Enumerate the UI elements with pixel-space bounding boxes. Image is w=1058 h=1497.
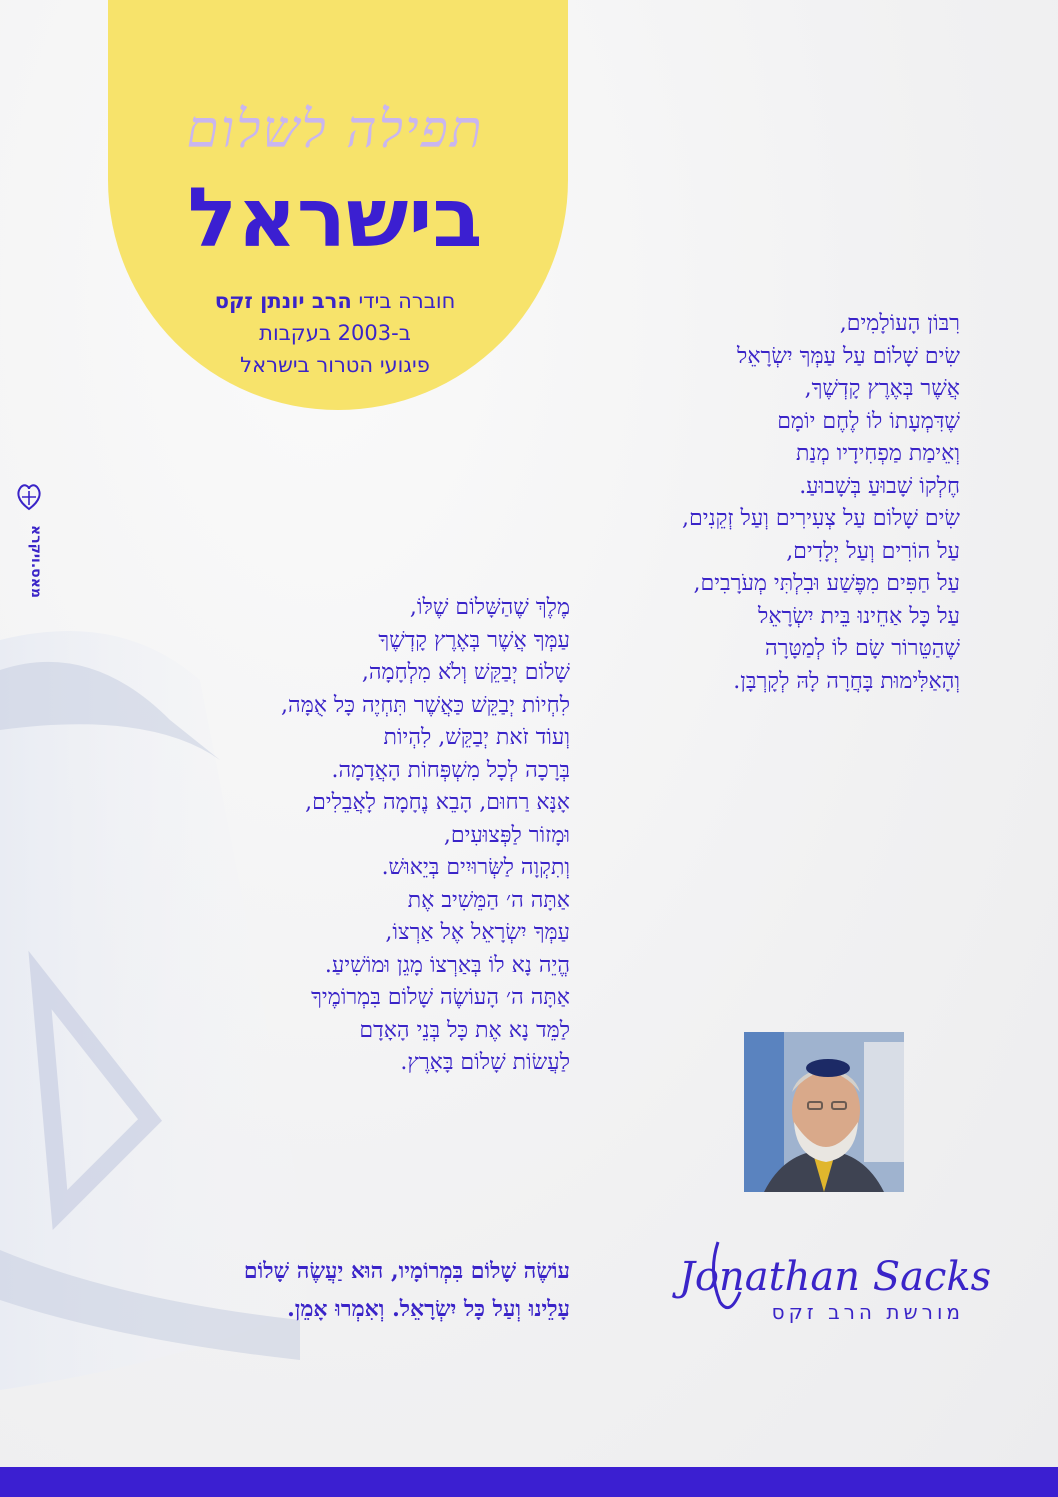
script-title: תפילה לשלום: [186, 100, 484, 160]
side-logo-text: מאס.ויקרא: [28, 525, 44, 599]
poem-line: וְעוֹד זֹאת יְבַקֵּשׁ, לִהְיוֹת: [383, 725, 570, 750]
rabbi-portrait: [744, 1032, 904, 1192]
poem-line: עַל חַפִּים מִפֶּשַׁע וּבִלְתִּי מְעֹרָבִים,: [693, 571, 960, 596]
signature-text: Jonathan Sacks: [678, 1254, 992, 1300]
side-logo: [14, 475, 44, 625]
poem-line: אֲשֶׁר בְּאֶרֶץ קָדְשֶׁךָ,: [804, 376, 960, 401]
poem-line: מֶלֶךְ שֶׁהַשָּׁלוֹם שֶׁלּוֹ,: [409, 595, 570, 620]
subtitle-author: הרב יונתן זקס: [214, 289, 352, 313]
poem-line: עַמְּךָ יִשְׂרָאֵל אֶל אַרְצוֹ,: [385, 920, 570, 945]
poem-line: שִׂים שָׁלוֹם עַל צְעִירִים וְעַל זְקֵנִים,: [682, 506, 960, 531]
subtitle-line-2: ב-2003 בעקבות: [259, 321, 411, 345]
subtitle-prefix: חוברה בידי: [351, 289, 456, 313]
portrait-image: [744, 1032, 904, 1192]
poem-line: שָׁלוֹם יְבַקֵּשׁ וְלֹא מִלְחָמָה,: [361, 660, 570, 685]
closing-blessing: [90, 1252, 570, 1328]
bottom-bar: [0, 1467, 1058, 1497]
poem-line: לַמֵּד נָא אֶת כָּל בְּנֵי הָאָדָם: [359, 1017, 570, 1043]
poem-line: וְתִקְוָה לַשְּׂרוּיִים בְּיֵאוּשׁ.: [381, 855, 570, 880]
poem-line: וְהָאַלִּימוּת בָּחֲרָה לָהּ לְקָרְבָּן.: [733, 668, 960, 694]
poem-line: אָנָּא רַחוּם, הָבֵא נֶחָמָה לָאֲבֵלִים,: [305, 790, 570, 815]
poem-line: וּמָזוֹר לַפְּצוּעִים,: [443, 822, 570, 848]
poem-line: לִחְיוֹת יְבַקֵּשׁ כַּאֲשֶׁר תִּחְיֶה כָּל אֻמָּה,: [281, 692, 570, 718]
poem-line: שֶׁדִּמְעָתוֹ לוֹ לֶחֶם יוֹמָם: [777, 408, 960, 434]
poem-line: אַתָּה ה׳ הַמֵּשִׁיב אֶת: [407, 887, 570, 913]
subtitle: [130, 285, 540, 381]
poem-line: עַמְּךָ אֲשֶׁר בְּאֶרֶץ קָדְשֶׁךָ: [378, 627, 570, 653]
heart-hands-icon: [14, 475, 44, 515]
poem-line: חֶלְקוֹ שָׁבוּעַ בְּשָׁבוּעַ.: [799, 473, 960, 499]
poem-line: רִבּוֹן הָעוֹלָמִים,: [839, 311, 960, 336]
poem-left-column: [70, 592, 570, 1080]
poem-line: שִׂים שָׁלוֹם עַל עַמְּךָ יִשְׂרָאֵל: [737, 343, 960, 369]
poem-line: וְאֵימַת מַפְחִידָיו מְנַת: [796, 441, 960, 466]
poem-line: אַתָּה ה׳ הָעוֹשֶׂה שָׁלוֹם בִּמְרוֹמֶיךָ: [311, 985, 570, 1010]
closing-line: עוֹשֶׂה שָׁלוֹם בִּמְרוֹמָיו, הוּא יַעֲשֶׂה שָׁלוֹם: [243, 1258, 570, 1284]
subtitle-line-3: פיגועי הטרור בישראל: [240, 353, 430, 377]
legacy-label: מורשת הרב זקס: [771, 1300, 964, 1324]
poem-line: הֱיֵה נָא לוֹ בְּאַרְצוֹ מָגֵן וּמוֹשִׁיעַ.: [324, 952, 570, 978]
poem-line: עַל הוֹרִים וְעַל יְלָדִים,: [786, 538, 960, 564]
poem-line: שֶׁהַטֵּרוֹר שָׂם לוֹ לְמַטָּרָה: [764, 636, 960, 661]
closing-line: עָלֵינוּ וְעַל כָּל יִשְׂרָאֵל. וְאִמְרוּ אָמֵן.: [287, 1296, 570, 1322]
page-title: בישראל: [187, 171, 483, 266]
subtitle-line-1: [130, 285, 540, 317]
poem-line: לַעֲשׂוֹת שָׁלוֹם בָּאָרֶץ.: [400, 1050, 570, 1075]
poem-line: עַל כָּל אַחֵינוּ בֵּית יִשְׂרָאֵל: [758, 603, 960, 629]
poem-line: בְּרָכָה לְכָל מִשְׁפְּחוֹת הָאֲדָמָה.: [331, 757, 570, 783]
